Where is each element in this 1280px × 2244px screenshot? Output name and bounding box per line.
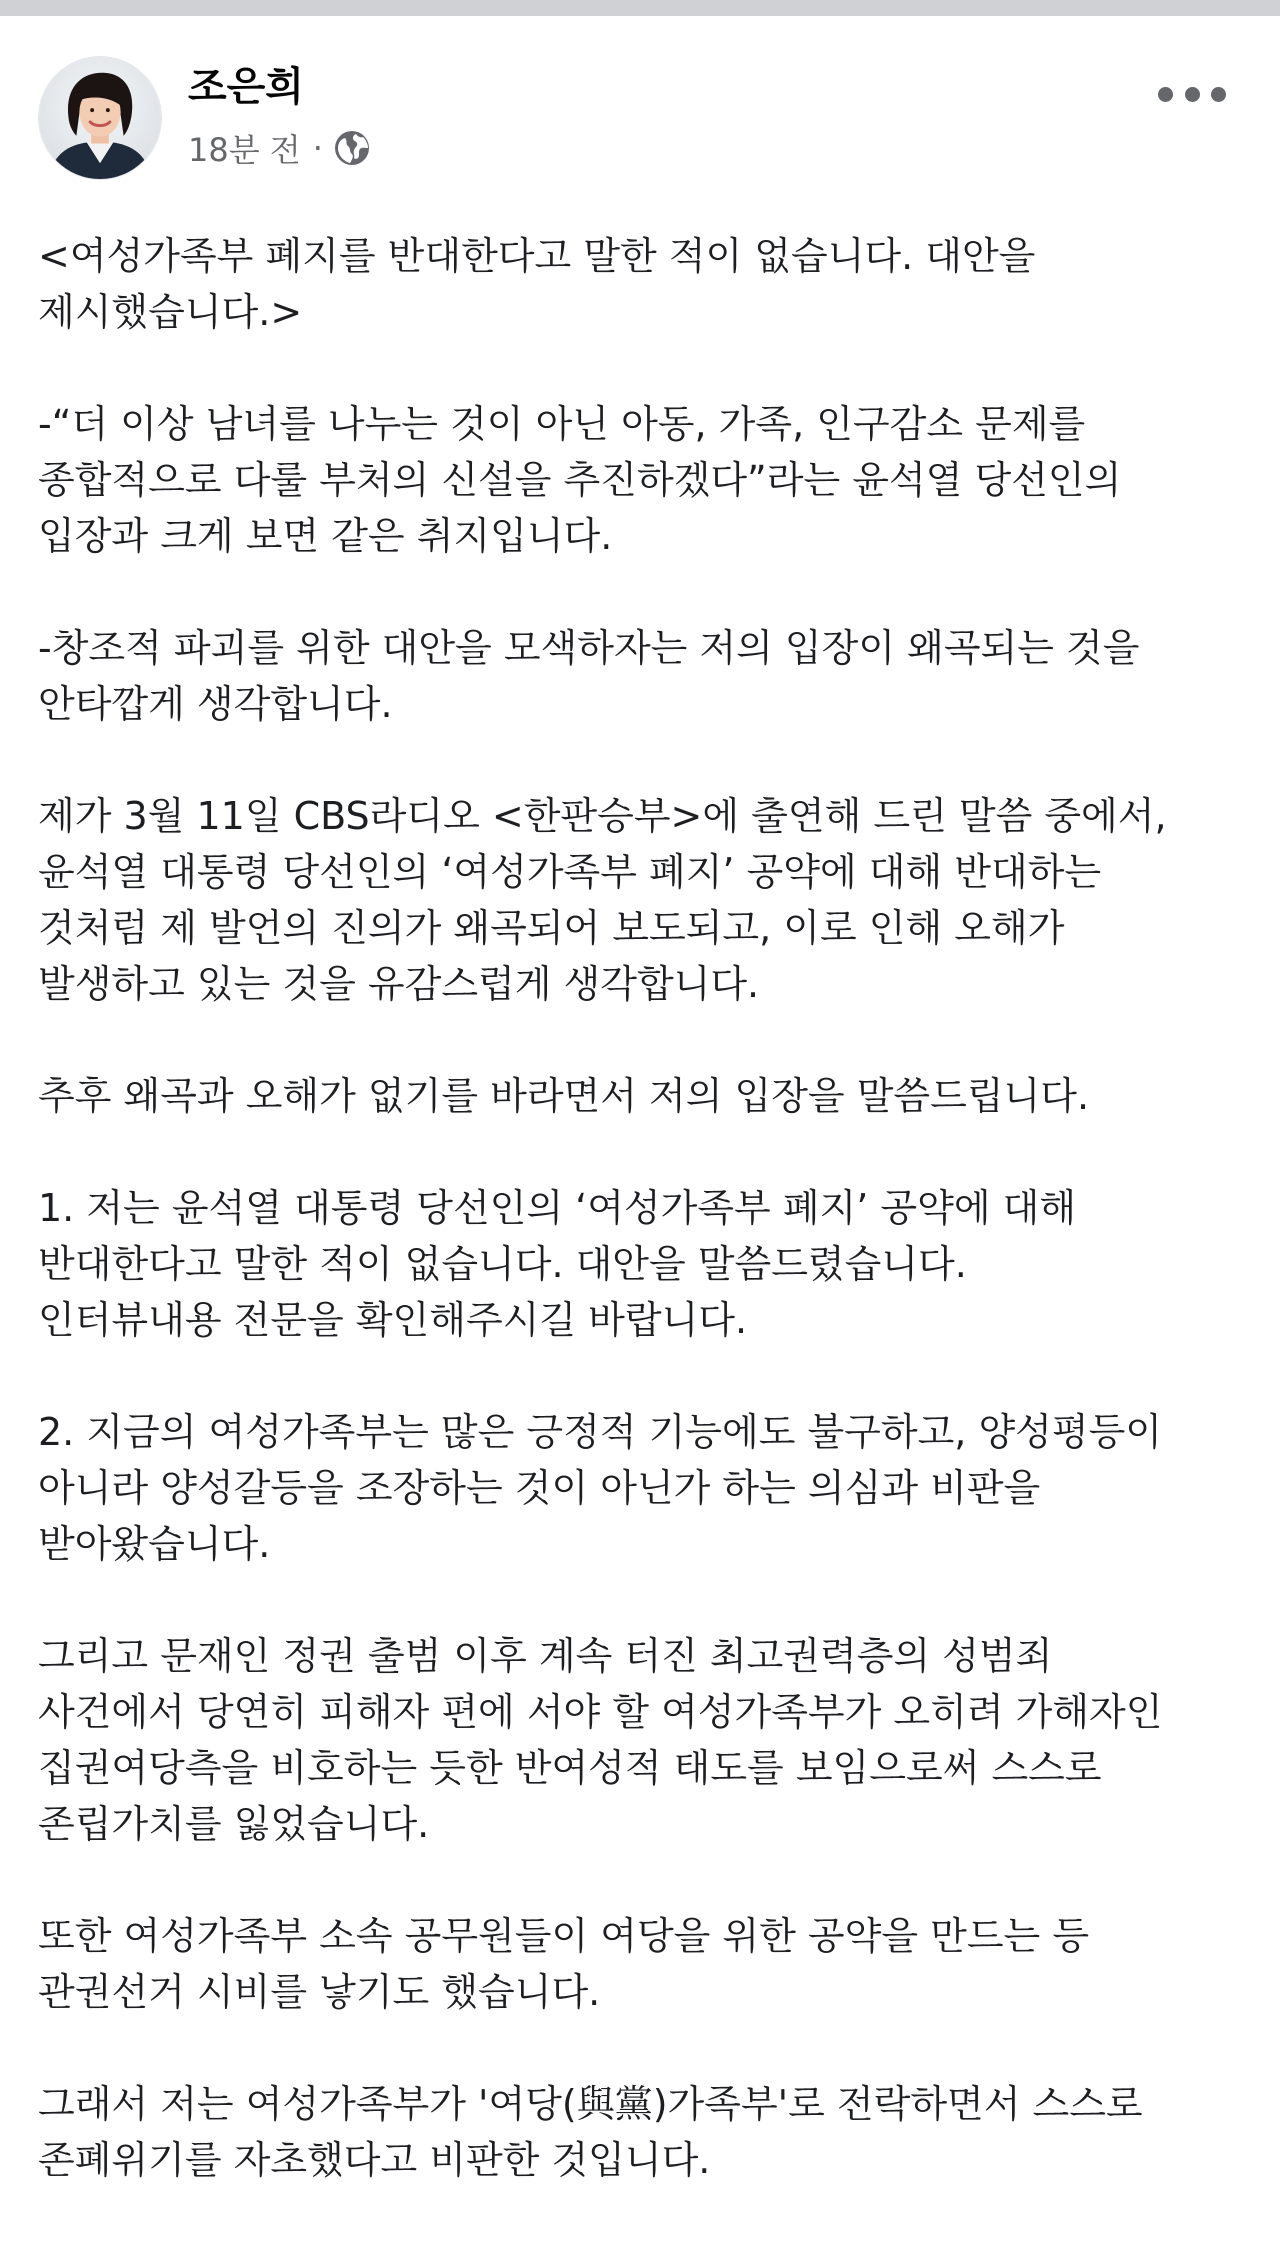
- post-text-line: 인터뷰내용 전문을 확인해주시길 바랍니다.: [38, 1298, 748, 1342]
- post-meta: [188, 126, 371, 170]
- post-paragraph: [38, 1404, 1248, 1572]
- post-text-line: 아니라 양성갈등을 조장하는 것이 아닌가 하는 의심과 비판을: [38, 1466, 1041, 1510]
- post-text-line: 안타깝게 생각합니다.: [38, 682, 393, 726]
- post-text-line: 그리고 문재인 정권 출범 이후 계속 터진 최고권력층의 성범죄: [38, 1634, 1053, 1678]
- more-options-button[interactable]: [1158, 72, 1226, 116]
- post-text-line: 또한 여성가족부 소속 공무원들이 여당을 위한 공약을 만드는 등: [38, 1914, 1090, 1958]
- more-options-icon-dot: [1185, 87, 1200, 102]
- top-divider: [0, 0, 1280, 16]
- post-text-line: 제가 3월 11일 CBS라디오 <한판승부>에 출연해 드린 말씀 중에서,: [38, 794, 1167, 838]
- post-text-line: <여성가족부 폐지를 반대한다고 말한 적이 없습니다. 대안을: [38, 234, 1036, 278]
- more-options-icon-dot: [1211, 87, 1226, 102]
- post-paragraph: [38, 228, 1248, 340]
- post-paragraph: [38, 1180, 1248, 1348]
- post-text-line: 반대한다고 말한 적이 없습니다. 대안을 말씀드렸습니다.: [38, 1242, 967, 1286]
- profile-photo: [39, 57, 161, 179]
- post-paragraph: [38, 1068, 1248, 1124]
- post-paragraph: [38, 396, 1248, 564]
- post-text-line: 2. 지금의 여성가족부는 많은 긍정적 기능에도 불구하고, 양성평등이: [38, 1410, 1163, 1454]
- post-text-line: 1. 저는 윤석열 대통령 당선인의 ‘여성가족부 폐지’ 공약에 대해: [38, 1186, 1077, 1230]
- post-text-line: 사건에서 당연히 피해자 편에 서야 할 여성가족부가 오히려 가해자인: [38, 1690, 1163, 1734]
- post-text-line: 관권선거 시비를 낳기도 했습니다.: [38, 1970, 601, 2014]
- post-paragraph: [38, 1908, 1248, 2020]
- post-text-line: 추후 왜곡과 오해가 없기를 바라면서 저의 입장을 말씀드립니다.: [38, 1074, 1090, 1118]
- post-paragraph: [38, 2076, 1248, 2188]
- post-text-line: 윤석열 대통령 당선인의 ‘여성가족부 폐지’ 공약에 대해 반대하는: [38, 850, 1102, 894]
- avatar[interactable]: [38, 56, 162, 180]
- post-body: [38, 228, 1248, 2244]
- post-text-line: -“더 이상 남녀를 나누는 것이 아닌 아동, 가족, 인구감소 문제를: [38, 402, 1086, 446]
- post-text-line: 존폐위기를 자초했다고 비판한 것입니다.: [38, 2138, 711, 2182]
- post-timestamp[interactable]: 18분 전: [188, 131, 301, 169]
- post-text-line: 집권여당측을 비호하는 듯한 반여성적 태도를 보임으로써 스스로: [38, 1746, 1102, 1790]
- post-paragraph: [38, 620, 1248, 732]
- meta-separator: ·: [312, 129, 323, 167]
- post-text-line: -창조적 파괴를 위한 대안을 모색하자는 저의 입장이 왜곡되는 것을: [38, 626, 1140, 670]
- post-paragraph: [38, 788, 1248, 1012]
- post-text-line: 제시했습니다.>: [38, 290, 303, 334]
- post-paragraph: [38, 1628, 1248, 1852]
- post-text-line: 발생하고 있는 것을 유감스럽게 생각합니다.: [38, 962, 760, 1006]
- globe-icon[interactable]: [333, 129, 371, 167]
- post-text-line: 그래서 저는 여성가족부가 '여당(與黨)가족부'로 전락하면서 스스로: [38, 2082, 1143, 2126]
- post-text-line: 것처럼 제 발언의 진의가 왜곡되어 보도되고, 이로 인해 오해가: [38, 906, 1065, 950]
- facebook-post: [0, 16, 1280, 2180]
- post-text-line: 종합적으로 다룰 부처의 신설을 추진하겠다”라는 윤석열 당선인의: [38, 458, 1122, 502]
- post-text-line: 입장과 크게 보면 같은 취지입니다.: [38, 514, 613, 558]
- more-options-icon: [1158, 87, 1173, 102]
- post-text-line: 받아왔습니다.: [38, 1522, 271, 1566]
- author-name[interactable]: 조은희: [188, 64, 304, 110]
- post-text-line: 존립가치를 잃었습니다.: [38, 1802, 430, 1846]
